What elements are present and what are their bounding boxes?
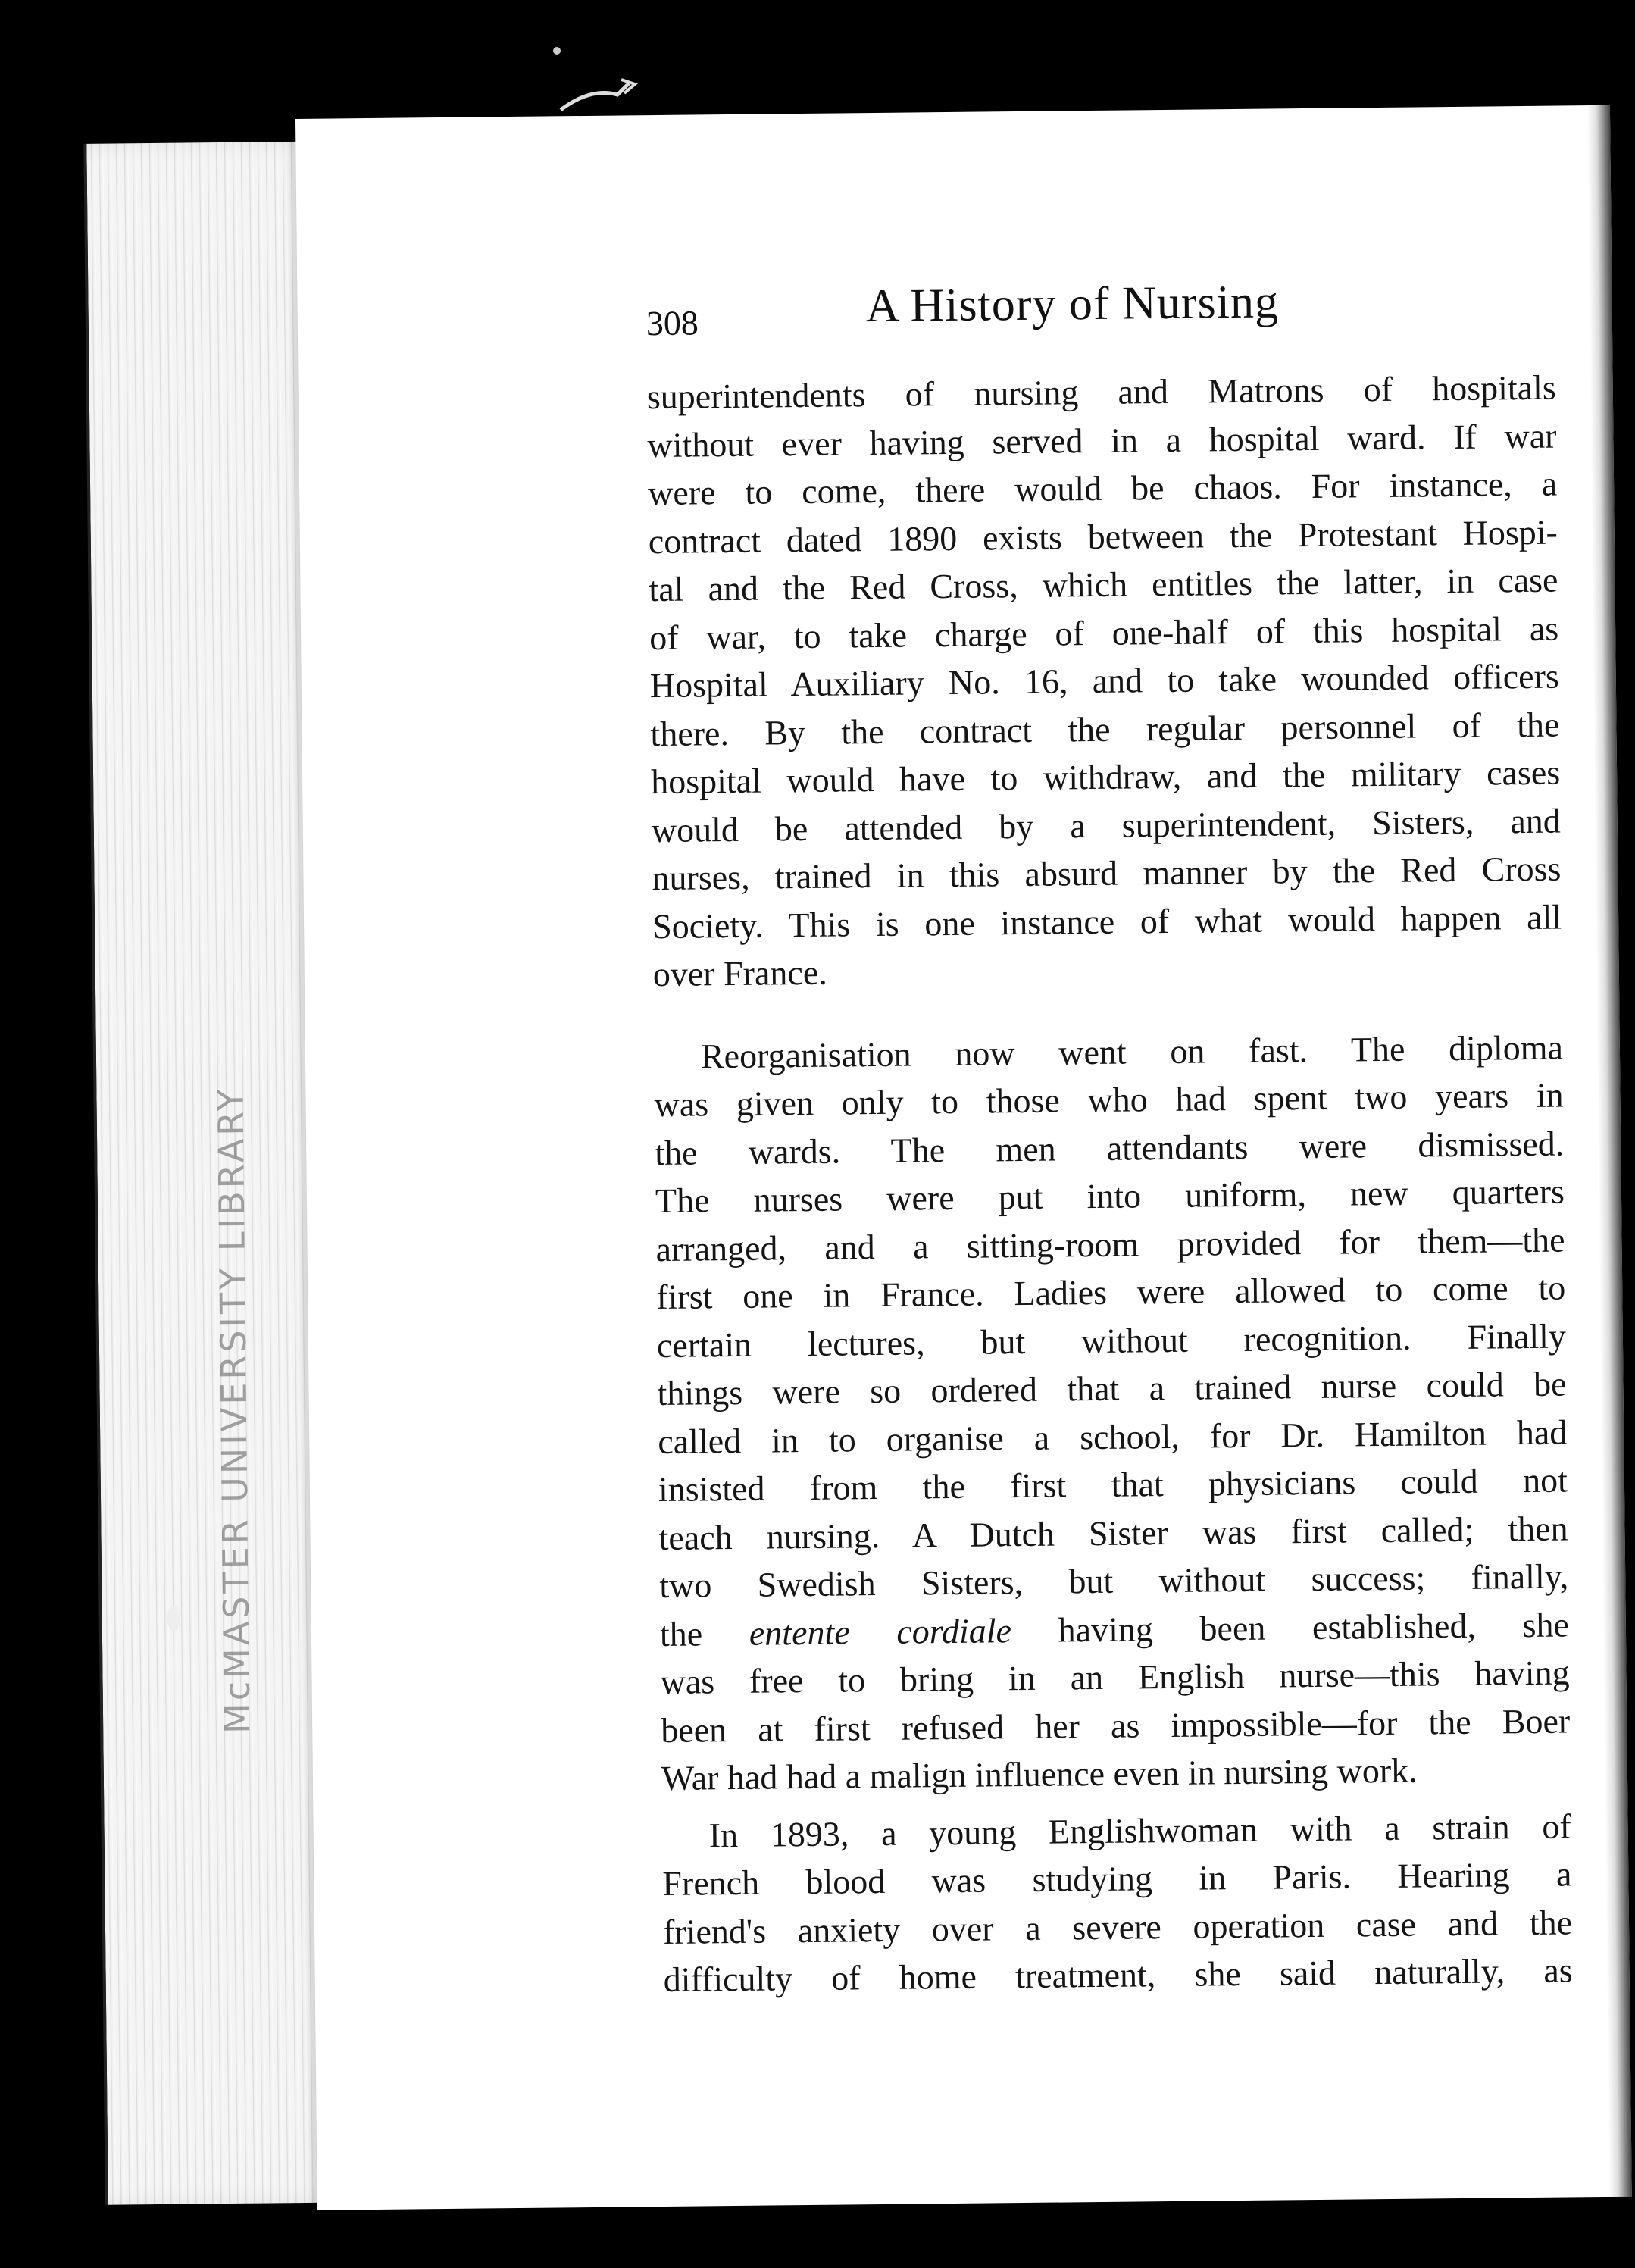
text-line: without ever having served in a hospital ward. If war <box>647 416 1557 465</box>
spine-mark <box>167 1606 181 1631</box>
text-line: Reorganisation now went on fast. The diploma <box>700 1028 1564 1075</box>
text-line: teach nursing. A Dutch Sister was first called; then <box>658 1508 1568 1557</box>
page-number: 308 <box>646 303 699 343</box>
text-line: things were so ordered that a trained nurse could be <box>657 1364 1567 1413</box>
printed-page <box>295 105 1632 2210</box>
text-line: two Swedish Sisters, but without success; finally, <box>659 1556 1569 1606</box>
text-line: tal and the Red Cross, which entitles the latter, in case <box>649 560 1558 609</box>
text-line: contract dated 1890 exists between the Protestant Hospi- <box>648 512 1558 561</box>
text-line: would be attended by a superintendent, Sisters, and <box>651 801 1562 849</box>
text-line: the wards. The men attendants were dismissed. <box>655 1124 1565 1172</box>
book-title: A History of Nursing <box>865 276 1280 333</box>
text-line: over France. <box>652 953 827 994</box>
text-line: first one in France. Ladies were allowed to come to <box>656 1268 1566 1317</box>
text-line: been at first refused her as impossible—for the Boer <box>661 1700 1571 1750</box>
text-line: friend's anxiety over a severe operation case and the <box>662 1902 1573 1951</box>
text-line: called in to organise a school, for Dr. Hamilton had <box>658 1412 1568 1461</box>
text-line: superintendents of nursing and Matrons of hospitals <box>646 368 1557 417</box>
text-line: hospital would have to withdraw, and the military cases <box>650 752 1561 802</box>
text-line: there. By the contract the regular personnel of the <box>650 705 1560 753</box>
text-fragment: the <box>659 1613 703 1653</box>
text-line: Hospital Auxiliary No. 16, and to take wounded officers <box>649 656 1560 705</box>
text-fragment: having been established, she <box>1058 1604 1570 1650</box>
text-line: arranged, and a sitting-room provided for them—the <box>655 1219 1565 1269</box>
text-line: In 1893, a young Englishwoman with a strain of <box>708 1806 1571 1854</box>
running-head <box>646 274 1389 350</box>
library-stamp: McMASTER UNIVERSITY LIBRARY <box>210 1086 258 1735</box>
text-line: difficulty of home treatment, she said naturally, as <box>663 1950 1573 2000</box>
page-right-edge <box>1587 105 1632 2197</box>
text-line: War had had a malign influence even in nursing work. <box>661 1750 1418 1798</box>
text-line: The nurses were put into uniform, new quarters <box>655 1172 1565 1221</box>
text-line: French blood was studying in Paris. Hearing a <box>662 1854 1572 1904</box>
book <box>76 105 1632 2228</box>
text-line: certain lectures, but without recognition. Finally <box>656 1315 1567 1365</box>
text-line: was free to bring in an English nurse—this having <box>660 1653 1570 1702</box>
italic-phrase: entente cordiale <box>749 1610 1012 1653</box>
text-line: Society. This is one instance of what would happen all <box>652 897 1562 946</box>
text-line: nurses, trained in this absurd manner by the Red Cross <box>652 849 1562 898</box>
text-line: of war, to take charge of one-half of this hospital as <box>649 608 1559 657</box>
pencil-mark-icon <box>546 42 652 125</box>
text-line: insisted from the first that physicians could not <box>658 1460 1568 1509</box>
body-text <box>647 364 1573 2004</box>
text-line: was given only to those who had spent two years in <box>654 1075 1564 1125</box>
text-line: were to come, there would be chaos. For instance, a <box>647 464 1558 513</box>
